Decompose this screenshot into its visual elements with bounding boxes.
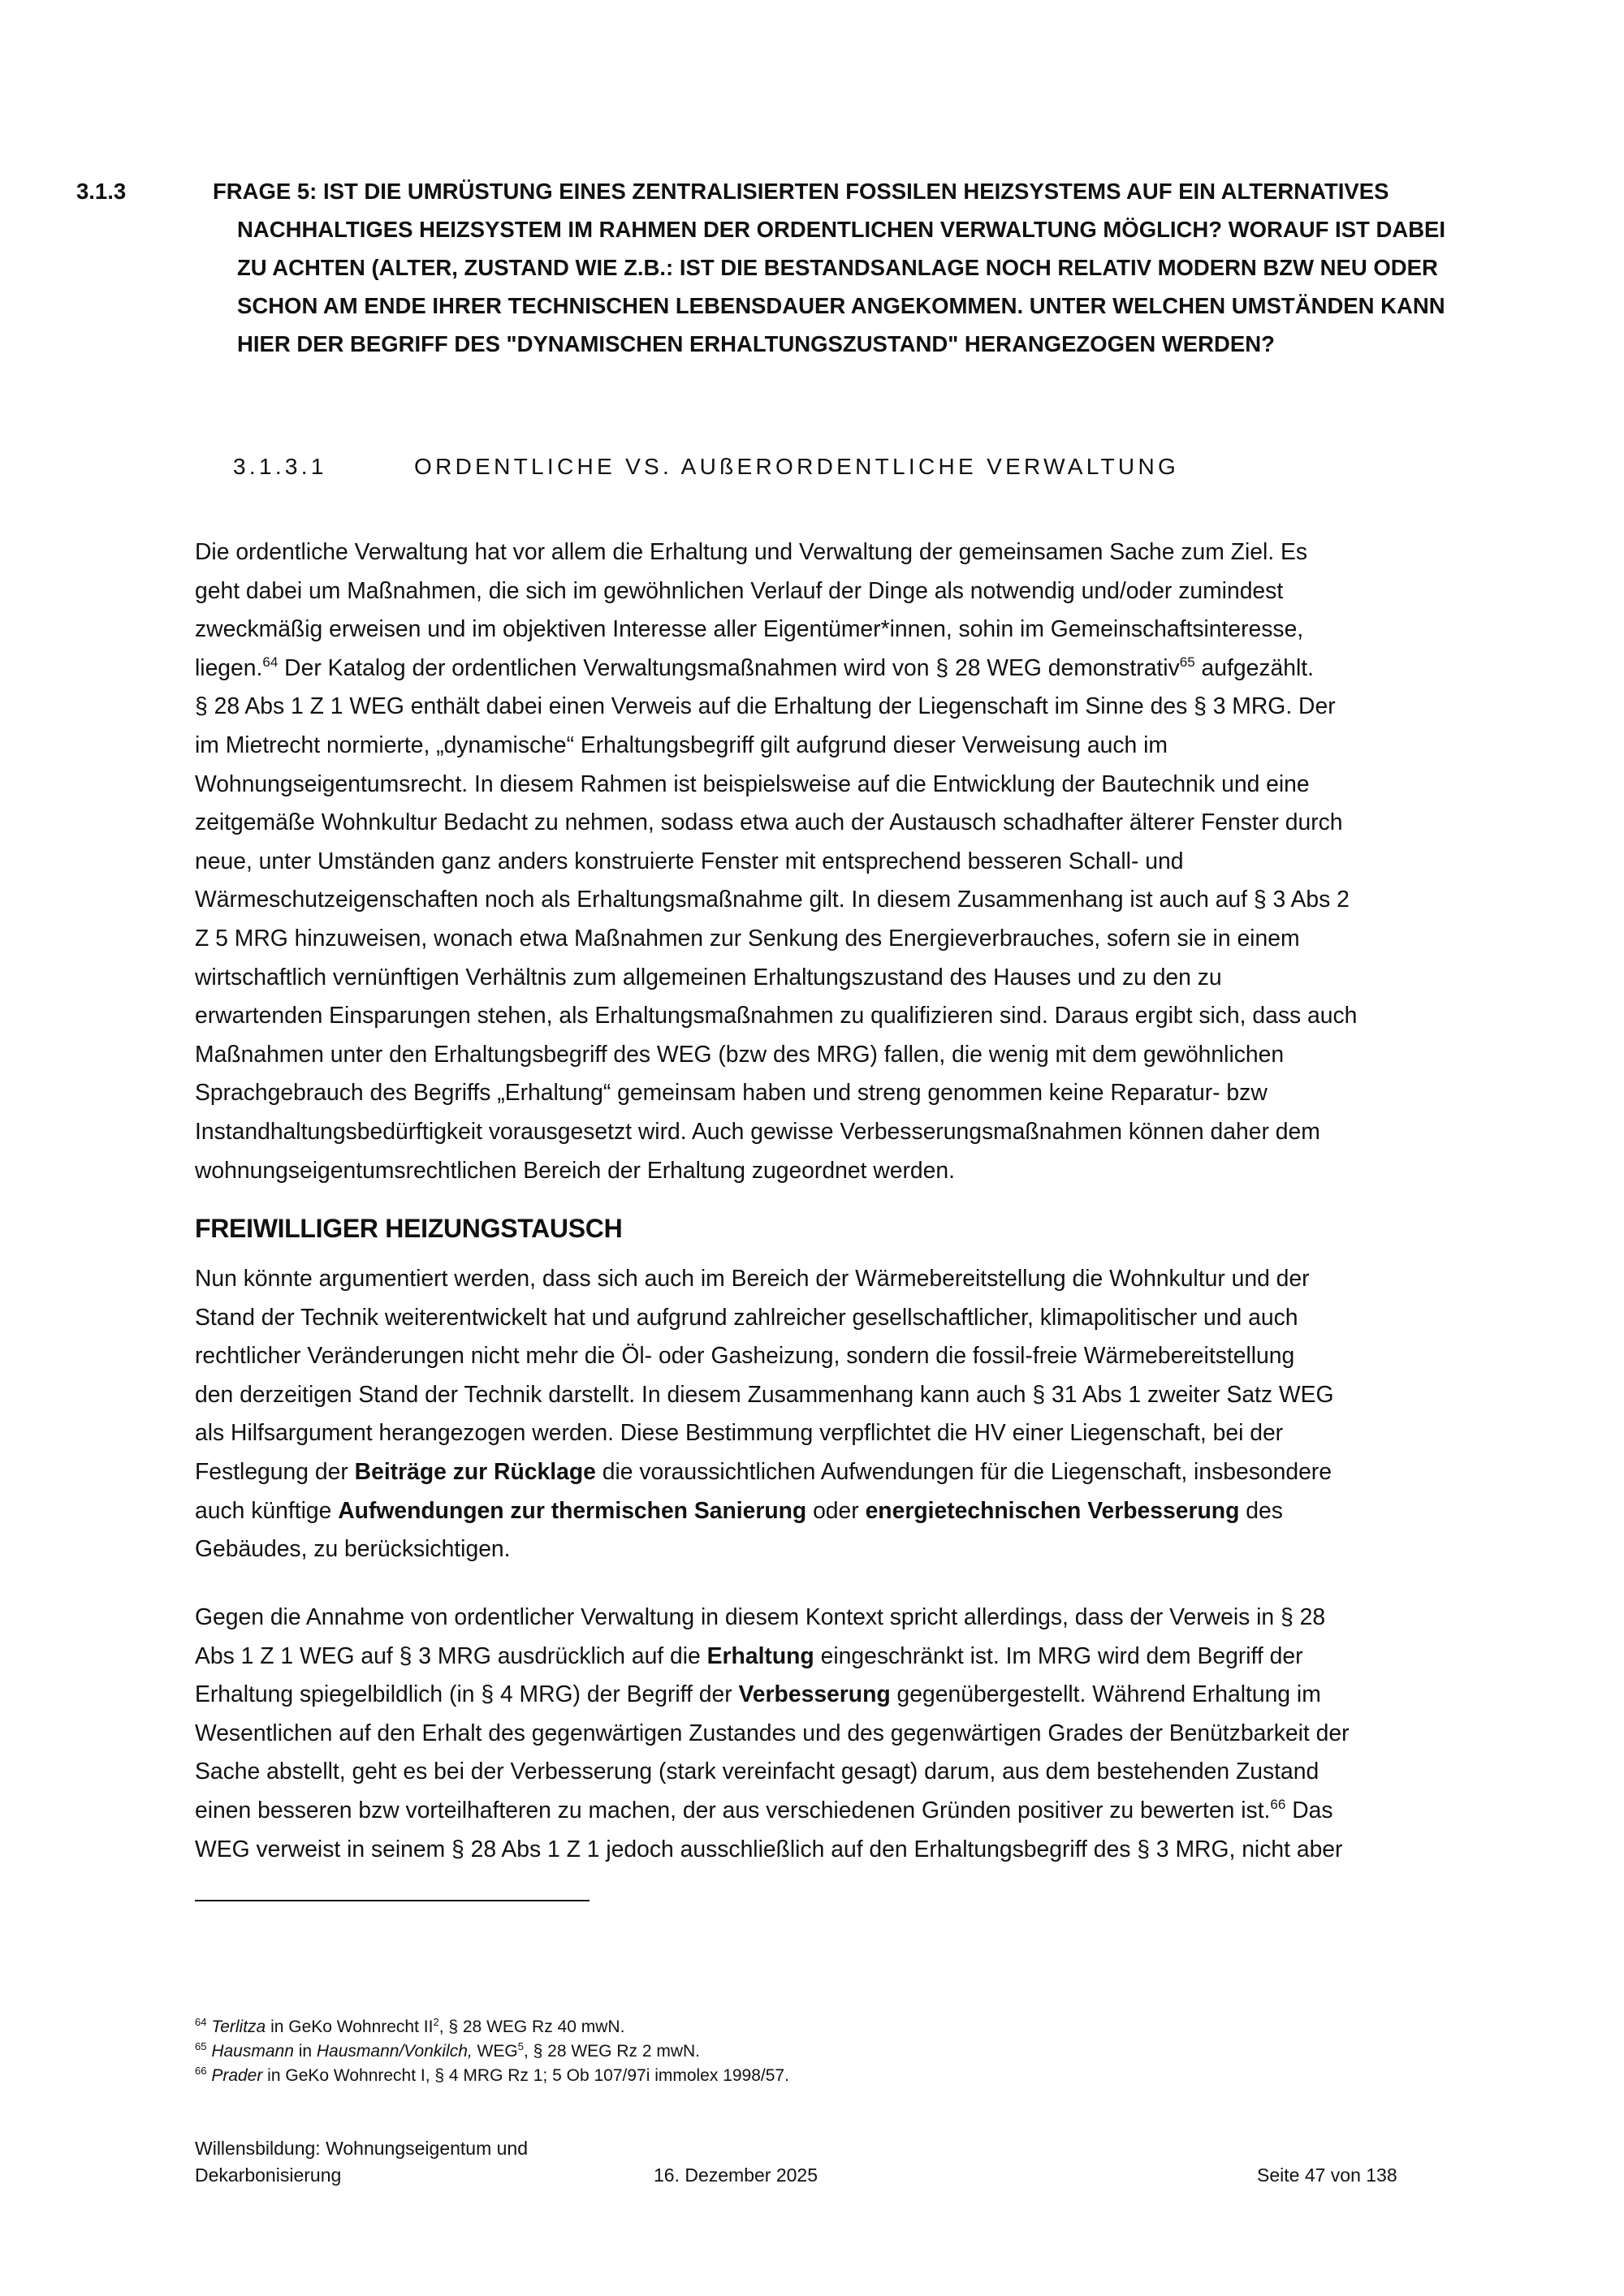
text-line: Wohnungseigentumsrecht. In diesem Rahmen ist beispielsweise auf die Entwicklung der Bautechnik und eine [195, 770, 1310, 796]
footnote-64 [195, 2015, 1332, 2039]
text-line: wirtschaftlich vernünftigen Verhältnis zum allgemeinen Erhaltungszustand des Hauses und zu den zu [195, 963, 1222, 990]
text-line: den derzeitigen Stand der Technik darstellt. In diesem Zusammenhang kann auch § 31 Abs 1 zweiter Satz WEG [195, 1380, 1334, 1407]
text-fragment: des [1239, 1496, 1283, 1523]
text-fragment: in GeKo Wohnrecht II [266, 2018, 434, 2036]
text-fragment: oder [806, 1496, 866, 1523]
paragraph-ordentliche-verwaltung [195, 533, 1462, 1189]
text-line: Die ordentliche Verwaltung hat vor allem die Erhaltung und Verwaltung der gemeinsamen Sache zum Ziel. Es [195, 538, 1308, 564]
text-fragment: aufgezählt. [1194, 654, 1314, 680]
text-fragment: liegen. [195, 654, 263, 680]
bold-term: Erhaltung [706, 1642, 814, 1668]
text-line: wohnungseigentumsrechtlichen Bereich der Erhaltung zugeordnet werden. [195, 1156, 955, 1183]
footer-page-number: Seite 47 von 138 [1257, 2164, 1397, 2186]
text-fragment: in GeKo Wohnrecht I, § 4 MRG Rz 1; 5 Ob 107/97i immolex 1998/57. [262, 2066, 789, 2085]
text-line: WEG verweist in seinem § 28 Abs 1 Z 1 jedoch ausschließlich auf den Erhaltungsbegriff des § 3 MRG, nicht aber [195, 1835, 1343, 1862]
subsection-number: 3.1.3.1 [233, 454, 327, 479]
text-line [195, 1637, 1462, 1676]
edition-number: 5 [517, 2040, 524, 2052]
footer-document-title [195, 2135, 682, 2189]
text-fragment: die voraussichtlichen Aufwendungen für die Liegenschaft, insbesondere [595, 1457, 1332, 1484]
text-line: Instandhaltungsbedürftigkeit vorausgesetzt wird. Auch gewisse Verbesserungsmaßnahmen können daher dem [195, 1117, 1320, 1144]
footnote-author: Hausmann [211, 2042, 294, 2061]
text-line: im Mietrecht normierte, „dynamische“ Erhaltungsbegriff gilt aufgrund dieser Verweisung auch im [195, 731, 1168, 757]
subheading-freiwilliger-heizungstausch: FREIWILLIGER HEIZUNGSTAUSCH [195, 1214, 623, 1243]
text-line: als Hilfsargument herangezogen werden. Diese Bestimmung verpflichtet die HV einer Liegenschaft, bei der [195, 1419, 1284, 1446]
footnote-author: Prader [211, 2066, 263, 2085]
footer-title-line: Willensbildung: Wohnungseigentum und [195, 2138, 529, 2159]
text-line: zweckmäßig erweisen und im objektiven Interesse aller Eigentümer*innen, sohin im Gemeinschaftsinteresse, [195, 615, 1304, 642]
text-fragment: , § 28 WEG Rz 40 mwN. [438, 2018, 625, 2036]
text-line: Gebäudes, zu berücksichtigen. [195, 1535, 511, 1562]
text-line: Sprachgebrauch des Begriffs „Erhaltung“ gemeinsam haben und streng genommen keine Reparatur- bzw [195, 1079, 1268, 1106]
text-line: erwartenden Einsparungen stehen, als Erhaltungsmaßnahmen zu qualifizieren sind. Daraus ergibt sich, dass auch [195, 1002, 1358, 1029]
text-fragment: Erhaltung spiegelbildlich (in § 4 MRG) der Begriff der [195, 1681, 739, 1707]
text-fragment: gegenübergestellt. Während Erhaltung im [890, 1681, 1321, 1707]
section-title [213, 172, 1457, 363]
bold-term: Aufwendungen zur thermischen Sanierung [338, 1496, 807, 1523]
text-line: Nun könnte argumentiert werden, dass sich auch im Bereich der Wärmebereitstellung die Wohnkultur und der [195, 1265, 1310, 1291]
text-fragment: einen besseren bzw vorteilhafteren zu machen, der aus verschiedenen Gründen positiver zu bewerten ist. [195, 1796, 1271, 1823]
text-line: Stand der Technik weiterentwickelt hat und aufgrund zahlreicher gesellschaftlicher, klimapolitischer und auch [195, 1303, 1298, 1330]
text-line: Maßnahmen unter den Erhaltungsbegriff des WEG (bzw des MRG) fallen, die wenig mit dem gewöhnlichen [195, 1040, 1285, 1067]
text-fragment: WEG [472, 2042, 518, 2061]
text-line: Wärmeschutzeigenschaften noch als Erhaltungsmaßnahme gilt. In diesem Zusammenhang ist auch auf § 3 Abs 2 [195, 886, 1350, 913]
footnote-work: Hausmann/Vonkilch, [316, 2042, 473, 2061]
text-line: § 28 Abs 1 Z 1 WEG enthält dabei einen Verweis auf die Erhaltung der Liegenschaft im Sinne des § 3 MRG. Der [195, 693, 1336, 719]
text-fragment: auch künftige [195, 1496, 339, 1523]
section-heading-3-1-3 [76, 172, 1457, 363]
subsection-heading-3-1-3-1 [233, 451, 1179, 483]
text-fragment: eingeschränkt ist. Im MRG wird dem Begriff der [814, 1642, 1303, 1668]
bold-term: Verbesserung [738, 1681, 891, 1707]
footer-title-line: Dekarbonisierung [195, 2164, 342, 2186]
footnote-author: Terlitza [211, 2018, 266, 2036]
text-line: Wesentlichen auf den Erhalt des gegenwärtigen Zustandes und des gegenwärtigen Grades der Benützbarkeit der [195, 1719, 1350, 1746]
text-fragment: Der Katalog der ordentlichen Verwaltungsmaßnahmen wird von § 28 WEG demonstrativ [278, 654, 1180, 680]
heading-line: SCHON AM ENDE IHRER TECHNISCHEN LEBENSDAUER ANGEKOMMEN. UNTER WELCHEN UMSTÄNDEN KANN [237, 293, 1445, 318]
footnote-ref-65[interactable]: 65 [1179, 654, 1195, 670]
text-line [195, 1452, 1462, 1491]
footnote-66 [195, 2064, 1332, 2088]
text-line: neue, unter Umständen ganz anders konstruierte Fenster mit entsprechend besseren Schall- und [195, 847, 1184, 874]
footnote-number: 64 [195, 2016, 207, 2028]
footnote-number: 66 [195, 2065, 207, 2077]
text-fragment: in [293, 2042, 317, 2061]
text-line [195, 1675, 1462, 1714]
text-line: geht dabei um Maßnahmen, die sich im gewöhnlichen Verlauf der Dinge als notwendig und/oder zumindest [195, 576, 1284, 603]
footer-date: 16. Dezember 2025 [654, 2164, 818, 2186]
footnote-ref-66[interactable]: 66 [1270, 1796, 1286, 1812]
footnote-number: 65 [195, 2040, 207, 2052]
footnote-ref-64[interactable]: 64 [262, 654, 279, 670]
text-fragment: Das [1285, 1796, 1333, 1823]
bold-term: Beiträge zur Rücklage [354, 1457, 596, 1484]
text-fragment: Festlegung der [195, 1457, 355, 1484]
text-line [195, 1791, 1462, 1830]
subsection-title: ORDENTLICHE VS. AUßERORDENTLICHE VERWALTUNG [414, 454, 1180, 479]
text-fragment: , § 28 WEG Rz 2 mwN. [523, 2042, 700, 2061]
footnotes [195, 2015, 1332, 2088]
heading-line: FRAGE 5: IST DIE UMRÜSTUNG EINES ZENTRALISIERTEN FOSSILEN HEIZSYSTEMS AUF EIN ALTERNATIVES [213, 179, 1389, 204]
page-footer [195, 2135, 1413, 2200]
paragraph-heizungstausch [195, 1259, 1462, 1569]
text-fragment: Abs 1 Z 1 WEG auf § 3 MRG ausdrücklich auf die [195, 1642, 707, 1668]
text-line: rechtlicher Veränderungen nicht mehr die Öl- oder Gasheizung, sondern die fossil-freie Wärmebereitstellung [195, 1342, 1295, 1369]
text-line [195, 649, 1462, 688]
edition-number: 2 [433, 2016, 439, 2028]
footnote-65 [195, 2039, 1332, 2064]
text-line: Z 5 MRG hinzuweisen, wonach etwa Maßnahmen zur Senkung des Energieverbrauches, sofern sie in einem [195, 924, 1300, 951]
text-line: Sache abstellt, geht es bei der Verbesserung (stark vereinfacht gesagt) darum, aus dem bestehenden Zustand [195, 1758, 1320, 1785]
text-line [195, 1491, 1462, 1530]
paragraph-erhaltung-verbesserung [195, 1598, 1462, 1868]
heading-line: ZU ACHTEN (ALTER, ZUSTAND WIE Z.B.: IST DIE BESTANDSANLAGE NOCH RELATIV MODERN BZW NEU ODER [237, 255, 1438, 280]
footnote-separator [195, 1900, 590, 1901]
section-number: 3.1.3 [76, 179, 127, 204]
text-line: zeitgemäße Wohnkultur Bedacht zu nehmen, sodass etwa auch der Austausch schadhafter älterer Fenster durch [195, 809, 1343, 835]
heading-line: HIER DER BEGRIFF DES "DYNAMISCHEN ERHALTUNGSZUSTAND" HERANGEZOGEN WERDEN? [237, 331, 1275, 356]
text-line: Gegen die Annahme von ordentlicher Verwaltung in diesem Kontext spricht allerdings, dass der Verweis in § 28 [195, 1603, 1326, 1629]
bold-term: energietechnischen Verbesserung [865, 1496, 1240, 1523]
heading-line: NACHHALTIGES HEIZSYSTEM IM RAHMEN DER ORDENTLICHEN VERWALTUNG MÖGLICH? WORAUF IST DABEI [237, 217, 1446, 242]
